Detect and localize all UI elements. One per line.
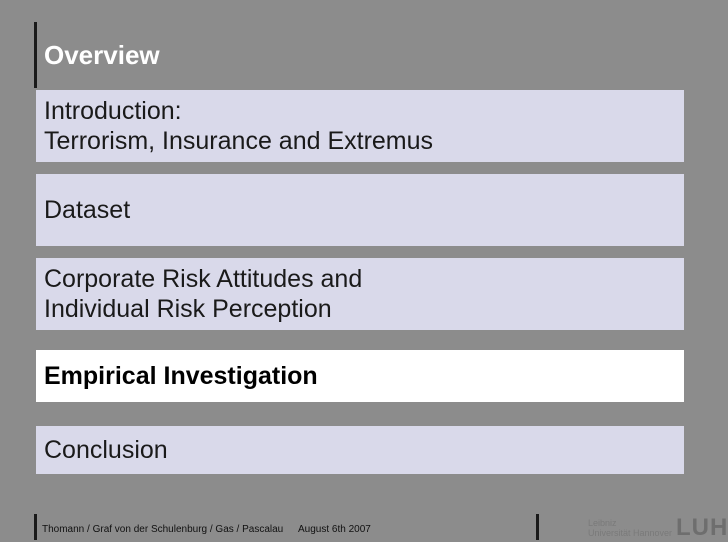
agenda-item-introduction — [36, 90, 684, 162]
slide-title: Overview — [44, 40, 160, 70]
agenda-item-dataset — [36, 174, 684, 246]
footer-right-line — [536, 514, 539, 540]
footer-left-line — [34, 514, 37, 540]
agenda-item-conclusion — [36, 426, 684, 474]
agenda-item-line: Introduction: — [44, 97, 182, 125]
agenda-item-line: Dataset — [44, 196, 131, 224]
agenda-item-risk-attitudes — [36, 258, 684, 330]
university-logo-mark: LUH — [676, 514, 728, 541]
footer-authors: Thomann / Graf von der Schulenburg / Gas / Pascalau — [42, 524, 284, 535]
agenda-item-line: Individual Risk Perception — [44, 295, 332, 323]
title-accent-line — [34, 22, 37, 88]
agenda-item-empirical-investigation — [36, 350, 684, 402]
agenda-item-line: Empirical Investigation — [44, 362, 318, 390]
logo-line-2: Universität Hannover — [588, 528, 673, 538]
university-logo-text — [588, 518, 672, 538]
footer-date: August 6th 2007 — [298, 524, 371, 535]
logo-line-1: Leibniz — [588, 518, 617, 528]
agenda-item-line: Conclusion — [44, 436, 168, 464]
agenda-item-line: Terrorism, Insurance and Extremus — [44, 127, 434, 155]
agenda-item-line: Corporate Risk Attitudes and — [44, 265, 363, 293]
